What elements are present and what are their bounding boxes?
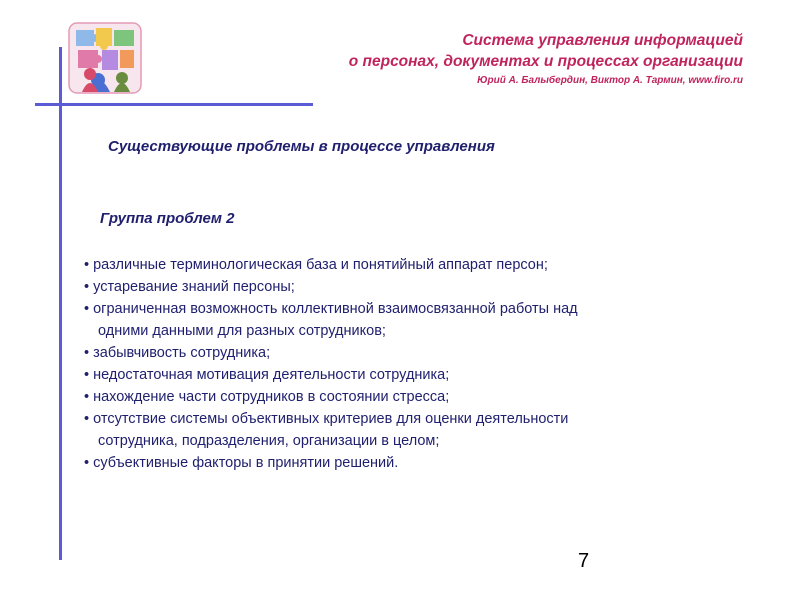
puzzle-people-logo-icon bbox=[68, 22, 142, 94]
list-item-continuation: одними данными для разных сотрудников; bbox=[98, 323, 386, 339]
vertical-divider-line bbox=[59, 47, 62, 560]
list-item-continuation: сотрудника, подразделения, организации в целом; bbox=[98, 433, 440, 449]
page-number: 7 bbox=[578, 550, 590, 572]
header-block bbox=[349, 30, 743, 86]
list-item: • забывчивость сотрудника; bbox=[84, 345, 271, 361]
list-item: • различные терминологическая база и понятийный аппарат персон; bbox=[84, 257, 548, 273]
list-item: • нахождение части сотрудников в состоянии стресса; bbox=[84, 389, 450, 405]
header-title-line1: Система управления информацией bbox=[462, 32, 743, 49]
problem-list bbox=[84, 254, 724, 474]
list-item: • отсутствие системы объективных критериев для оценки деятельности bbox=[84, 411, 569, 427]
section-title: Существующие проблемы в процессе управления bbox=[108, 138, 495, 155]
header-authors: Юрий А. Балыбердин, Виктор А. Тармин, www.firo.ru bbox=[477, 75, 743, 86]
header-title-line2: о персонах, документах и процессах организации bbox=[348, 53, 743, 70]
group-title: Группа проблем 2 bbox=[100, 210, 235, 227]
list-item: • недостаточная мотивация деятельности сотрудника; bbox=[84, 367, 450, 383]
horizontal-divider-line bbox=[35, 103, 313, 106]
list-item: • ограниченная возможность коллективной взаимосвязанной работы над bbox=[84, 301, 578, 317]
list-item: • устаревание знаний персоны; bbox=[84, 279, 295, 295]
list-item: • субъективные факторы в принятии решений. bbox=[84, 455, 399, 471]
